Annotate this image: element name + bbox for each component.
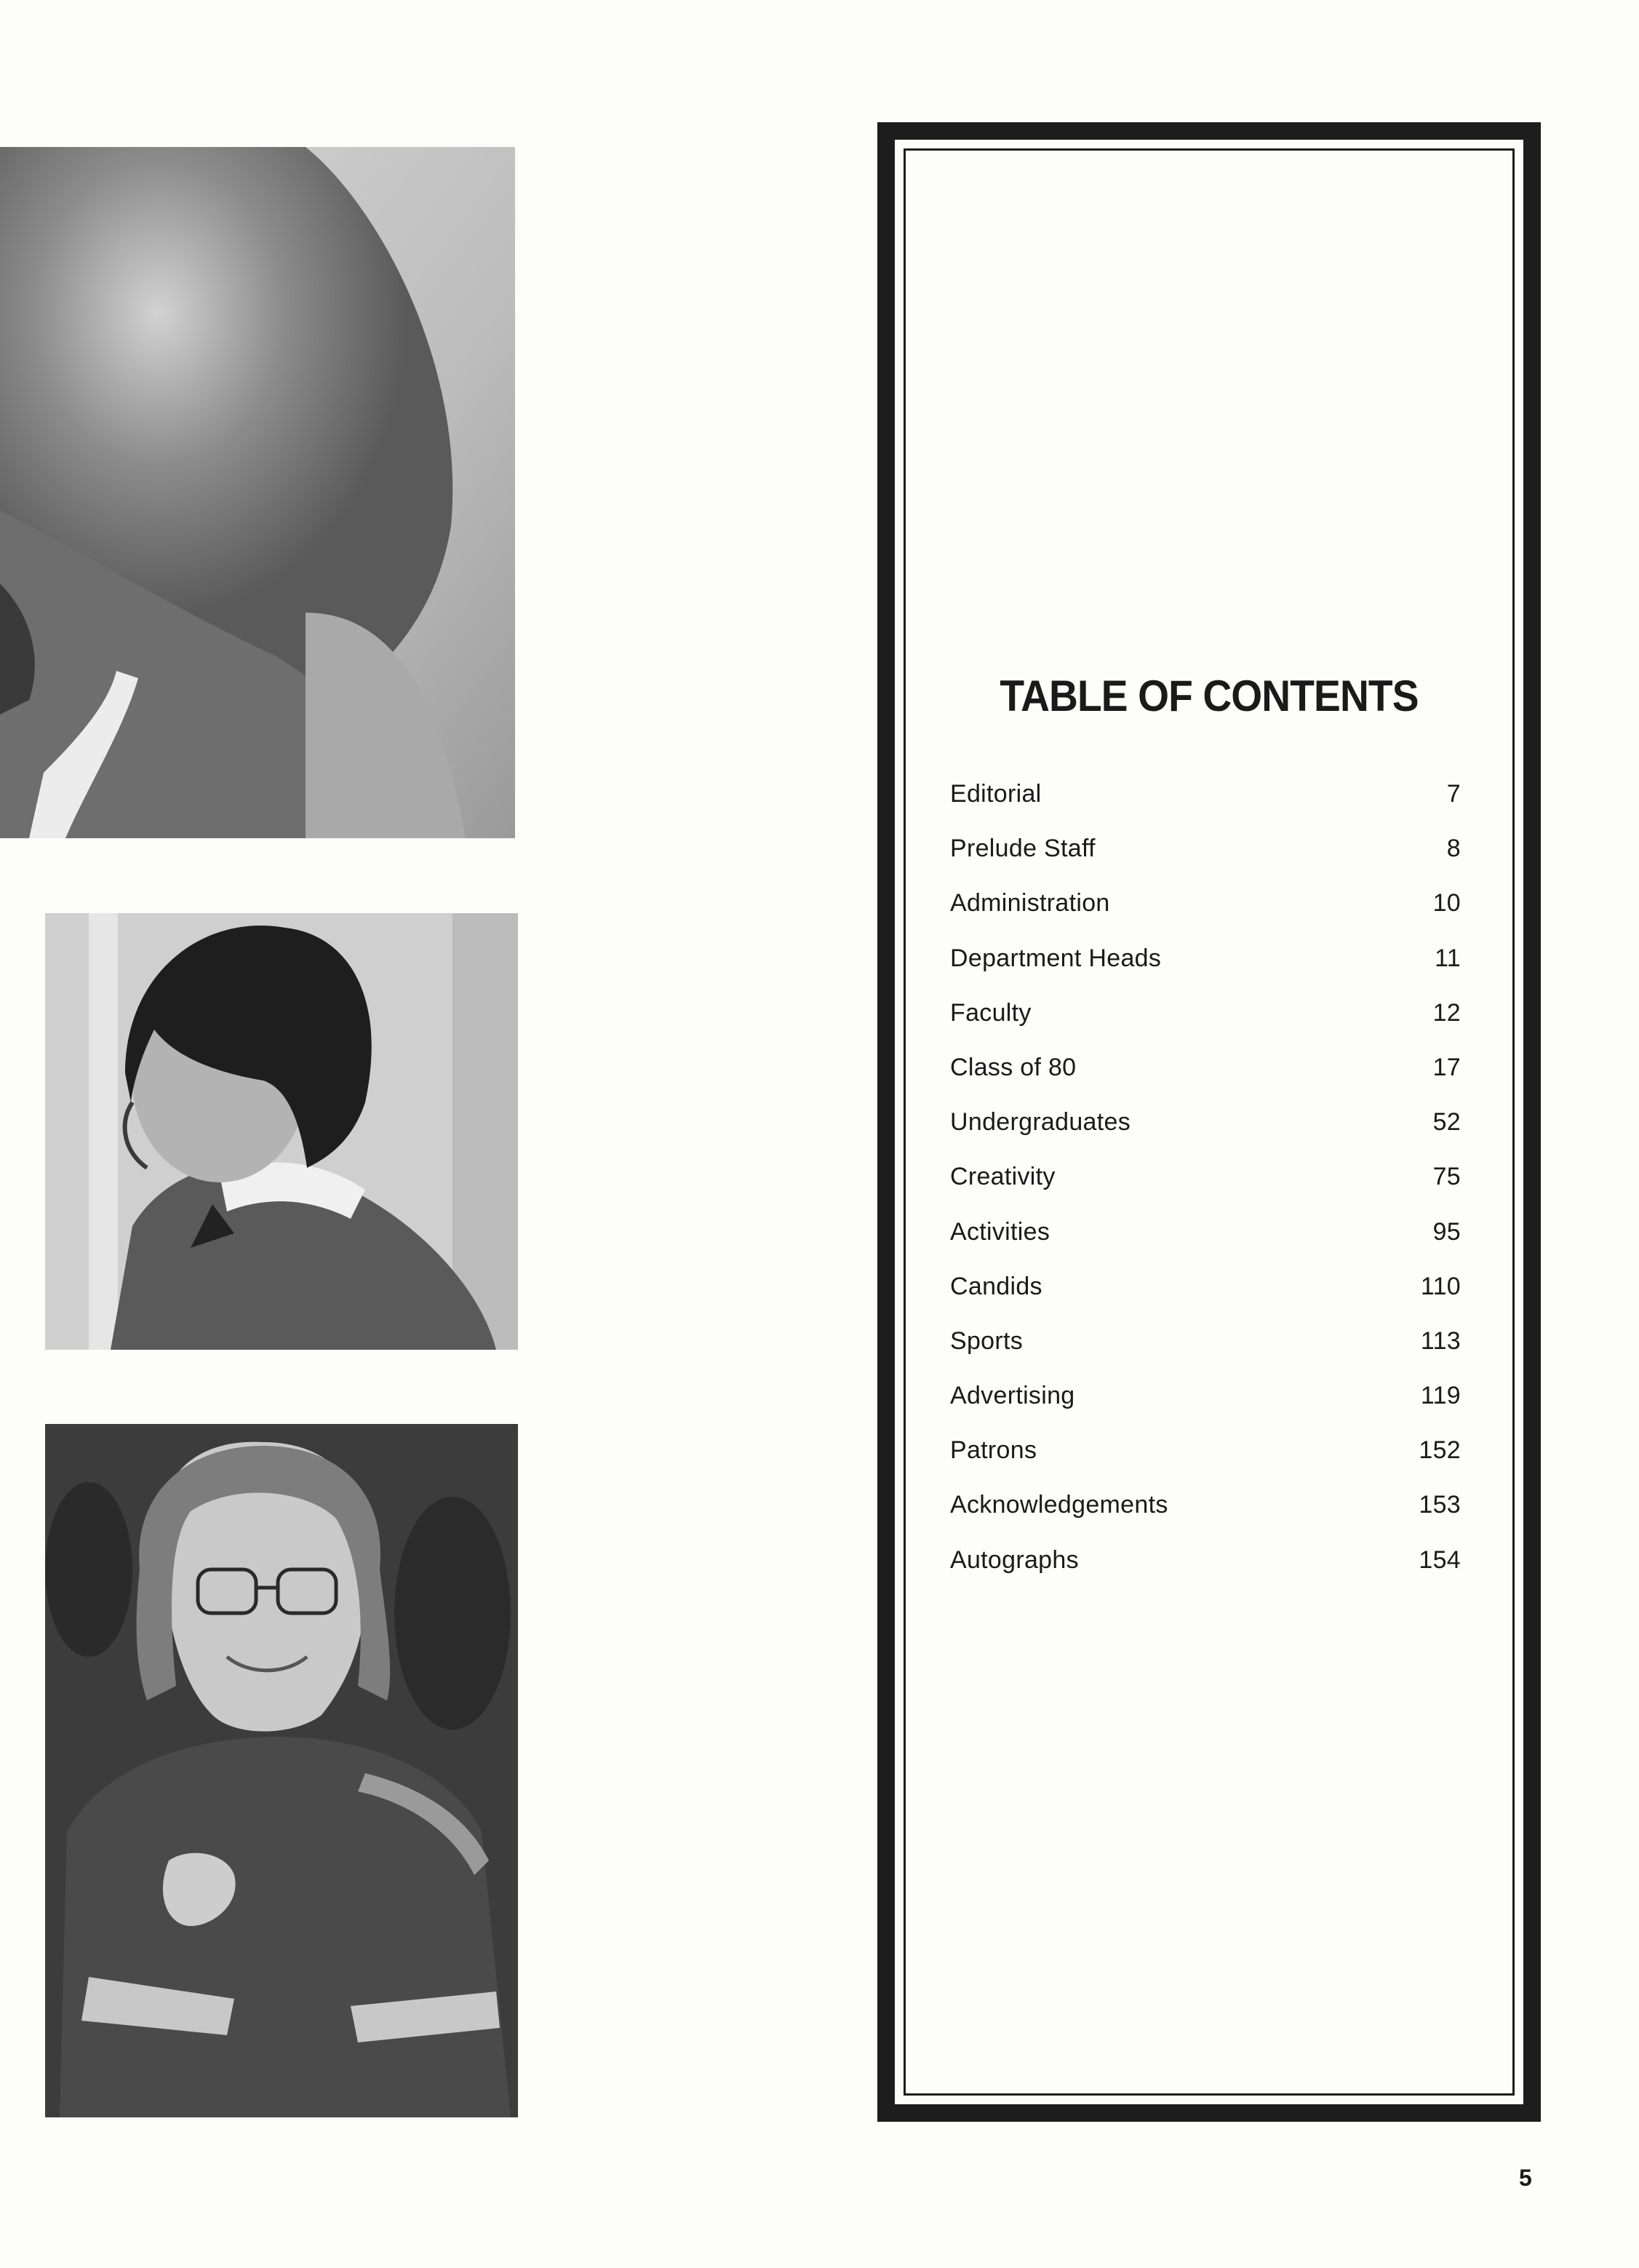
toc-entry xyxy=(950,1273,1461,1327)
toc-entry-page: 75 xyxy=(1432,1163,1461,1191)
toc-entry-label: Administration xyxy=(950,889,1110,918)
toc-entry-page: 119 xyxy=(1420,1382,1461,1410)
toc-entry xyxy=(950,1218,1461,1273)
toc-entry-label: Creativity xyxy=(950,1163,1056,1191)
toc-entry-page: 52 xyxy=(1432,1108,1461,1137)
toc-entry xyxy=(950,889,1461,944)
toc-entry-label: Editorial xyxy=(950,780,1042,808)
toc-entry-page: 12 xyxy=(1432,998,1461,1027)
toc-entry-page: 153 xyxy=(1419,1491,1461,1519)
toc-entry xyxy=(950,944,1461,999)
toc-entry xyxy=(950,1108,1461,1163)
toc-entry-page: 17 xyxy=(1432,1053,1461,1081)
toc-entry xyxy=(950,999,1461,1054)
toc-entry-label: Class of 80 xyxy=(950,1053,1077,1081)
toc-entry-label: Autographs xyxy=(950,1545,1079,1574)
toc-entry-label: Prelude Staff xyxy=(950,835,1096,863)
toc-entry-label: Acknowledgements xyxy=(950,1491,1168,1519)
toc-list xyxy=(950,780,1461,1601)
toc-panel xyxy=(895,140,1523,2104)
photo-student-glasses xyxy=(45,1424,518,2117)
toc-entry-page: 11 xyxy=(1435,944,1461,972)
toc-entry-label: Activities xyxy=(950,1217,1050,1246)
toc-title: TABLE OF CONTENTS xyxy=(1000,672,1419,720)
toc-entry-label: Faculty xyxy=(950,998,1032,1027)
toc-entry xyxy=(950,1327,1461,1382)
toc-entry-label: Patrons xyxy=(950,1436,1037,1465)
toc-entry-page: 113 xyxy=(1420,1326,1461,1355)
toc-entry-page: 110 xyxy=(1420,1272,1461,1300)
toc-entry-page: 154 xyxy=(1419,1545,1461,1574)
toc-entry xyxy=(950,1491,1461,1545)
toc-entry-label: Candids xyxy=(950,1272,1042,1300)
toc-entry-page: 95 xyxy=(1432,1217,1461,1246)
toc-entry xyxy=(950,1382,1461,1436)
toc-entry xyxy=(950,1436,1461,1491)
toc-entry-label: Undergraduates xyxy=(950,1108,1131,1137)
toc-entry-label: Advertising xyxy=(950,1382,1075,1410)
toc-entry-page: 8 xyxy=(1446,835,1461,863)
toc-entry xyxy=(950,835,1461,889)
toc-entry xyxy=(950,1546,1461,1601)
toc-entry xyxy=(950,1163,1461,1217)
toc-entry xyxy=(950,1054,1461,1108)
toc-entry-page: 152 xyxy=(1419,1436,1461,1465)
photo-hair-closeup xyxy=(0,147,515,838)
toc-entry-label: Sports xyxy=(950,1326,1024,1355)
toc-frame xyxy=(877,122,1541,2122)
toc-entry-page: 7 xyxy=(1446,780,1461,808)
toc-entry xyxy=(950,780,1461,835)
toc-entry-label: Department Heads xyxy=(950,944,1162,972)
toc-entry-page: 10 xyxy=(1432,889,1461,918)
page-number: 5 xyxy=(1519,2165,1532,2191)
photo-student-profile xyxy=(45,913,518,1350)
